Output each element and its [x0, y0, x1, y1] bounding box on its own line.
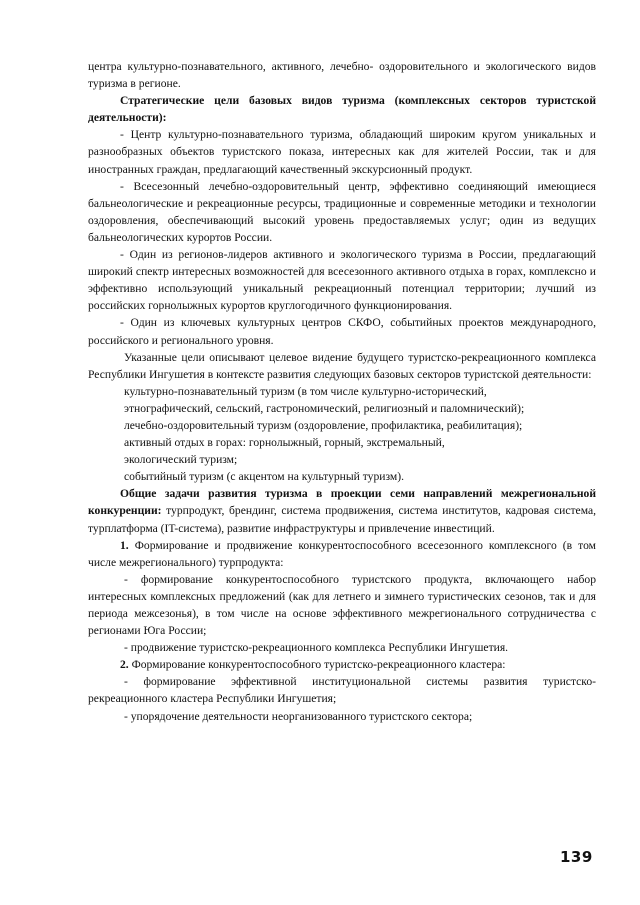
task-2-text: Формирование конкурентоспособного туристско-рекреационного кластера:: [128, 658, 506, 672]
tourism-sectors-list: [88, 383, 596, 486]
strategic-goals-heading: [88, 92, 596, 126]
page-number: 139: [560, 848, 593, 866]
task-1-text: Формирование и продвижение конкурентоспособного всесезонного комплексного (в том числе межрегионального) турпродукта:: [88, 538, 596, 569]
task-2-number: 2.: [120, 658, 129, 672]
goal-health-center: - Всесезонный лечебно-оздоровительный центр, эффективно соединяющий имеющиеся бальнеологические и рекреационные ресурсы, традиционные и современные методики и технологии оздоровления, обеспечивающий высокий уровень предоставляемых услуг; один из ведущих бальнеологических курортов России.: [88, 179, 596, 244]
list-item: событийный туризм (с акцентом на культурный туризм).: [124, 470, 404, 484]
task-1-heading: [88, 537, 596, 571]
list-item: экологический туризм;: [124, 453, 238, 467]
general-tasks-heading: Общие задачи развития туризма в проекции семи направлений межрегиональной конкуренции:: [88, 487, 596, 518]
general-tasks-text: турпродукт, брендинг, система продвижения, система институтов, кадровая система, турплатформа (IT-система), развитие инфраструктуры и привлечение инвестиций.: [88, 504, 596, 535]
list-item: этнографический, сельский, гастрономический, религиозный и паломнический);: [124, 401, 525, 415]
goal-cultural-center: - Центр культурно-познавательного туризма, обладающий широким кругом уникальных и разнообразных объектов туристского показа, интересных как для жителей России, так и для иностранных граждан, предлагающий качественный экскурсионный продукт.: [88, 128, 596, 176]
body-text: [88, 58, 596, 725]
task-1-item-promotion: - продвижение туристско-рекреационного комплекса Республики Ингушетия.: [124, 641, 509, 655]
paragraph-intro: центра культурно-познавательного, активного, лечебно- оздоровительного и экологического видов туризма в регионе.: [88, 60, 596, 91]
goal-event-center: - Один из ключевых культурных центров СКФО, событийных проектов международного, российского и регионального уровня.: [88, 316, 596, 347]
list-item: культурно-познавательный туризм (в том числе культурно-исторический,: [124, 384, 487, 398]
task-1-number: 1.: [120, 538, 129, 552]
task-2-item-institutional: - формирование эффективной институциональной системы развития туристско-рекреационного кластера Республики Ингушетия;: [88, 675, 596, 706]
task-1-item-product: - формирование конкурентоспособного туристского продукта, включающего набор интересных комплексных предложений (как для летнего и зимнего туристических сезонов, так и для периода межсезонья), в том числе на основе эффективного межрегионального сотрудничества с регионами Юга России;: [88, 572, 596, 638]
paragraph-target-vision: Указанные цели описывают целевое видение будущего туристско-рекреационного комплекса Республики Ингушетия в контексте развития следующих базовых секторов туристской деятельности:: [88, 350, 596, 381]
task-2-heading: [88, 656, 596, 673]
strategic-goals-heading-text: Стратегические цели базовых видов туризма (комплексных секторов туристской деятельности):: [88, 94, 596, 125]
paragraph-general-tasks: [88, 485, 596, 536]
goal-active-tourism: - Один из регионов-лидеров активного и экологического туризма в России, предлагающий широкий спектр интересных возможностей для всесезонного активного отдыха в горах, комплексно и эффективно использующий уникальный рекреационный потенциал территории; лучший из российских горнолыжных курортов круглогодичного функционирования.: [88, 248, 596, 313]
list-item: активный отдых в горах: горнолыжный, горный, экстремальный,: [124, 436, 445, 450]
list-item: лечебно-оздоровительный туризм (оздоровление, профилактика, реабилитация);: [124, 418, 523, 432]
task-2-item-informal-sector: - упорядочение деятельности неорганизованного туристского сектора;: [124, 709, 473, 723]
